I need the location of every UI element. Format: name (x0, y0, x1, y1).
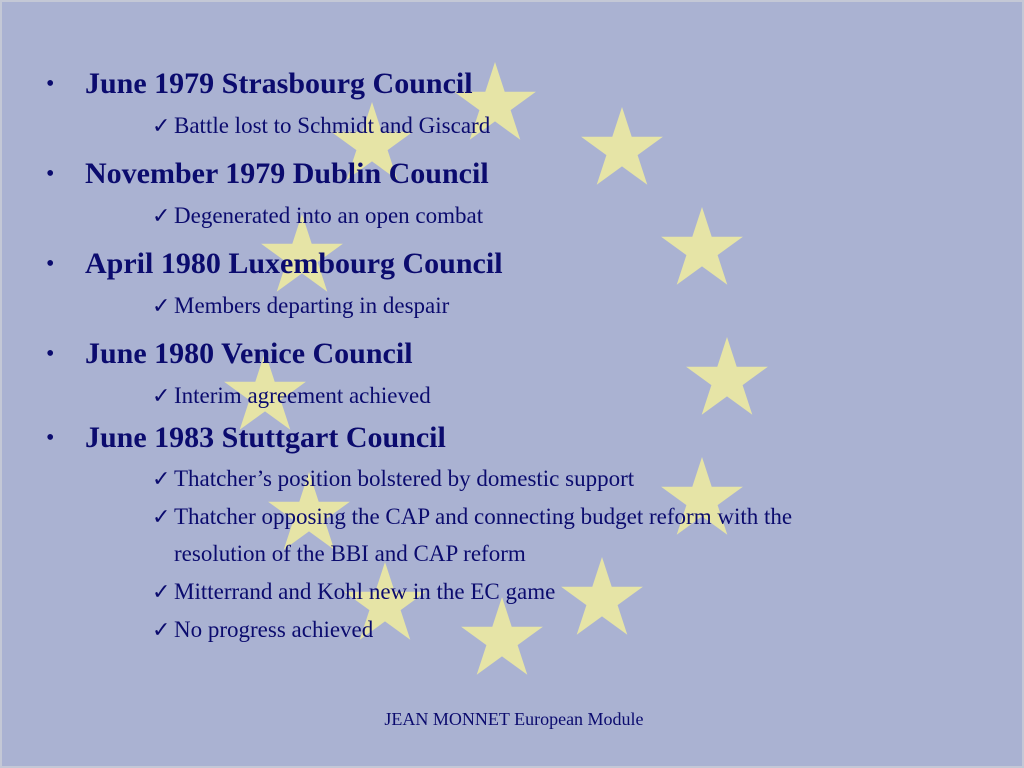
footer-text: JEAN MONNET European Module (384, 709, 644, 729)
sub-item (152, 611, 373, 648)
sub-item (152, 460, 634, 497)
check-icon: ✓ (152, 293, 171, 318)
sub-item-text: Thatcher’s position bolstered by domestic support (174, 466, 635, 491)
council-heading: April 1980 Luxembourg Council (85, 247, 503, 280)
council-heading: June 1983 Stuttgart Council (85, 421, 446, 454)
check-icon: ✓ (152, 617, 171, 642)
sub-item-text: No progress achieved (174, 617, 374, 642)
council-heading: November 1979 Dublin Council (85, 157, 489, 190)
check-icon: ✓ (152, 383, 171, 408)
sub-item-text: Battle lost to Schmidt and Giscard (174, 113, 491, 138)
bullet-icon: • (46, 425, 55, 451)
bullet-icon: • (46, 251, 55, 277)
sub-item (152, 573, 555, 610)
check-icon: ✓ (152, 113, 171, 138)
sub-item-text: Thatcher opposing the CAP and connecting budget reform with the (174, 504, 793, 529)
check-icon: ✓ (152, 504, 171, 529)
sub-item-text: Mitterrand and Kohl new in the EC game (174, 579, 556, 604)
slide-content (2, 2, 1024, 768)
sub-item-text: Interim agreement achieved (174, 383, 431, 408)
sub-item-continuation: resolution of the BBI and CAP reform (174, 541, 526, 566)
check-icon: ✓ (152, 579, 171, 604)
bullet-icon: • (46, 161, 55, 187)
bullet-icon: • (46, 341, 55, 367)
council-heading: June 1980 Venice Council (85, 337, 413, 370)
council-heading: June 1979 Strasbourg Council (85, 67, 473, 100)
sub-item-text: Members departing in despair (174, 293, 450, 318)
sub-item (152, 498, 792, 535)
sub-item (152, 287, 449, 324)
sub-item (152, 107, 490, 144)
sub-item-text: Degenerated into an open combat (174, 203, 484, 228)
sub-item (152, 197, 483, 234)
sub-item (152, 377, 431, 414)
check-icon: ✓ (152, 203, 171, 228)
bullet-icon: • (46, 71, 55, 97)
check-icon: ✓ (152, 466, 171, 491)
